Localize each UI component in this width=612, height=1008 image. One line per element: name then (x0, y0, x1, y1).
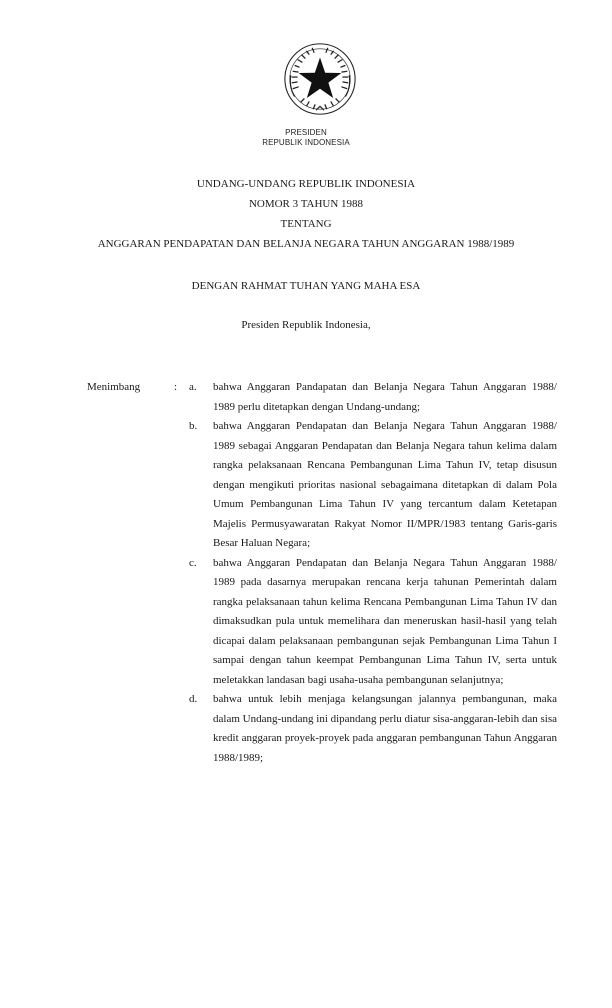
consideration-item (189, 554, 557, 691)
consideration-item (189, 690, 557, 768)
considerations-separator: : (174, 381, 178, 393)
addresser-text: Presiden Republik Indonesia, (241, 319, 371, 331)
item-text: bahwa Anggaran Pandapatan dan Belanja Negara Tahun Anggaran 1988/ 1989 perlu ditetapkan dengan Undang-undang; (213, 381, 557, 413)
considerations-heading: Menimbang (87, 381, 141, 393)
item-label: a. (189, 381, 197, 393)
item-text: bahwa Anggaran Pendapatan dan Belanja Negara Tahun Anggaran 1988/ 1989 pada dasarnya merupakan rencana kerja tahunan Pemerintah dalam rangka pelaksanaan tahun kelima Rencana Pembangunan Lima Tahun IV dan dimaksudkan pula untuk memelihara dan meneruskan hasil-hasil yang telah dicapai dalam pelaksanaan pembangunan sejak Pembangunan Lima Tahun I sampai dengan tahun keempat Pembangunan Lima Tahun IV, serta untuk meletakkan landasan bagi usaha-usaha pembangunan selanjutnya; (213, 556, 557, 686)
consideration-item (189, 378, 557, 417)
invocation-text: DENGAN RAHMAT TUHAN YANG MAHA ESA (191, 280, 421, 292)
consideration-item (189, 417, 557, 554)
item-label: d. (189, 693, 198, 705)
office-country-label: REPUBLIK INDONESIA (262, 138, 350, 147)
item-label: c. (189, 556, 197, 569)
considerations-list (189, 378, 557, 768)
item-text: bahwa Anggaran Pendapatan dan Belanja Negara Tahun Anggaran 1988/ 1989 sebagai Anggaran Pendapatan dan Belanja Negara tahun kelima dalam rangka pelaksanaan Rencana Pembangunan Lima Tahun IV, tetap disusun dengan mengikuti prioritas nasional sebagaimana ditetapkan di dalam Pola Umum Pembangunan Lima Tahun IV yang tercantum dalam Ketetapan Majelis Permusyawaratan Rakyat Nomor II/MPR/1983 tentang Garis-garis Besar Haluan Negara; (213, 420, 557, 549)
about-heading: TENTANG (280, 218, 332, 230)
state-emblem-icon (281, 40, 359, 118)
document-subject-heading: ANGGARAN PENDAPATAN DAN BELANJA NEGARA TAHUN ANGGARAN 1988/1989 (97, 238, 515, 250)
item-label: b. (189, 420, 198, 432)
document-number-heading: NOMOR 3 TAHUN 1988 (248, 198, 364, 210)
item-text: bahwa untuk lebih menjaga kelangsungan jalannya pembangunan, maka dalam Undang-undang ini dipandang perlu diatur sisa-anggaran-lebih dan sisa kredit anggaran proyek-proyek pada anggaran pembangunan Tahun Anggaran 1988/1989; (213, 693, 557, 764)
office-label: PRESIDEN (285, 128, 327, 137)
document-type-heading: UNDANG-UNDANG REPUBLIK INDONESIA (196, 178, 416, 190)
